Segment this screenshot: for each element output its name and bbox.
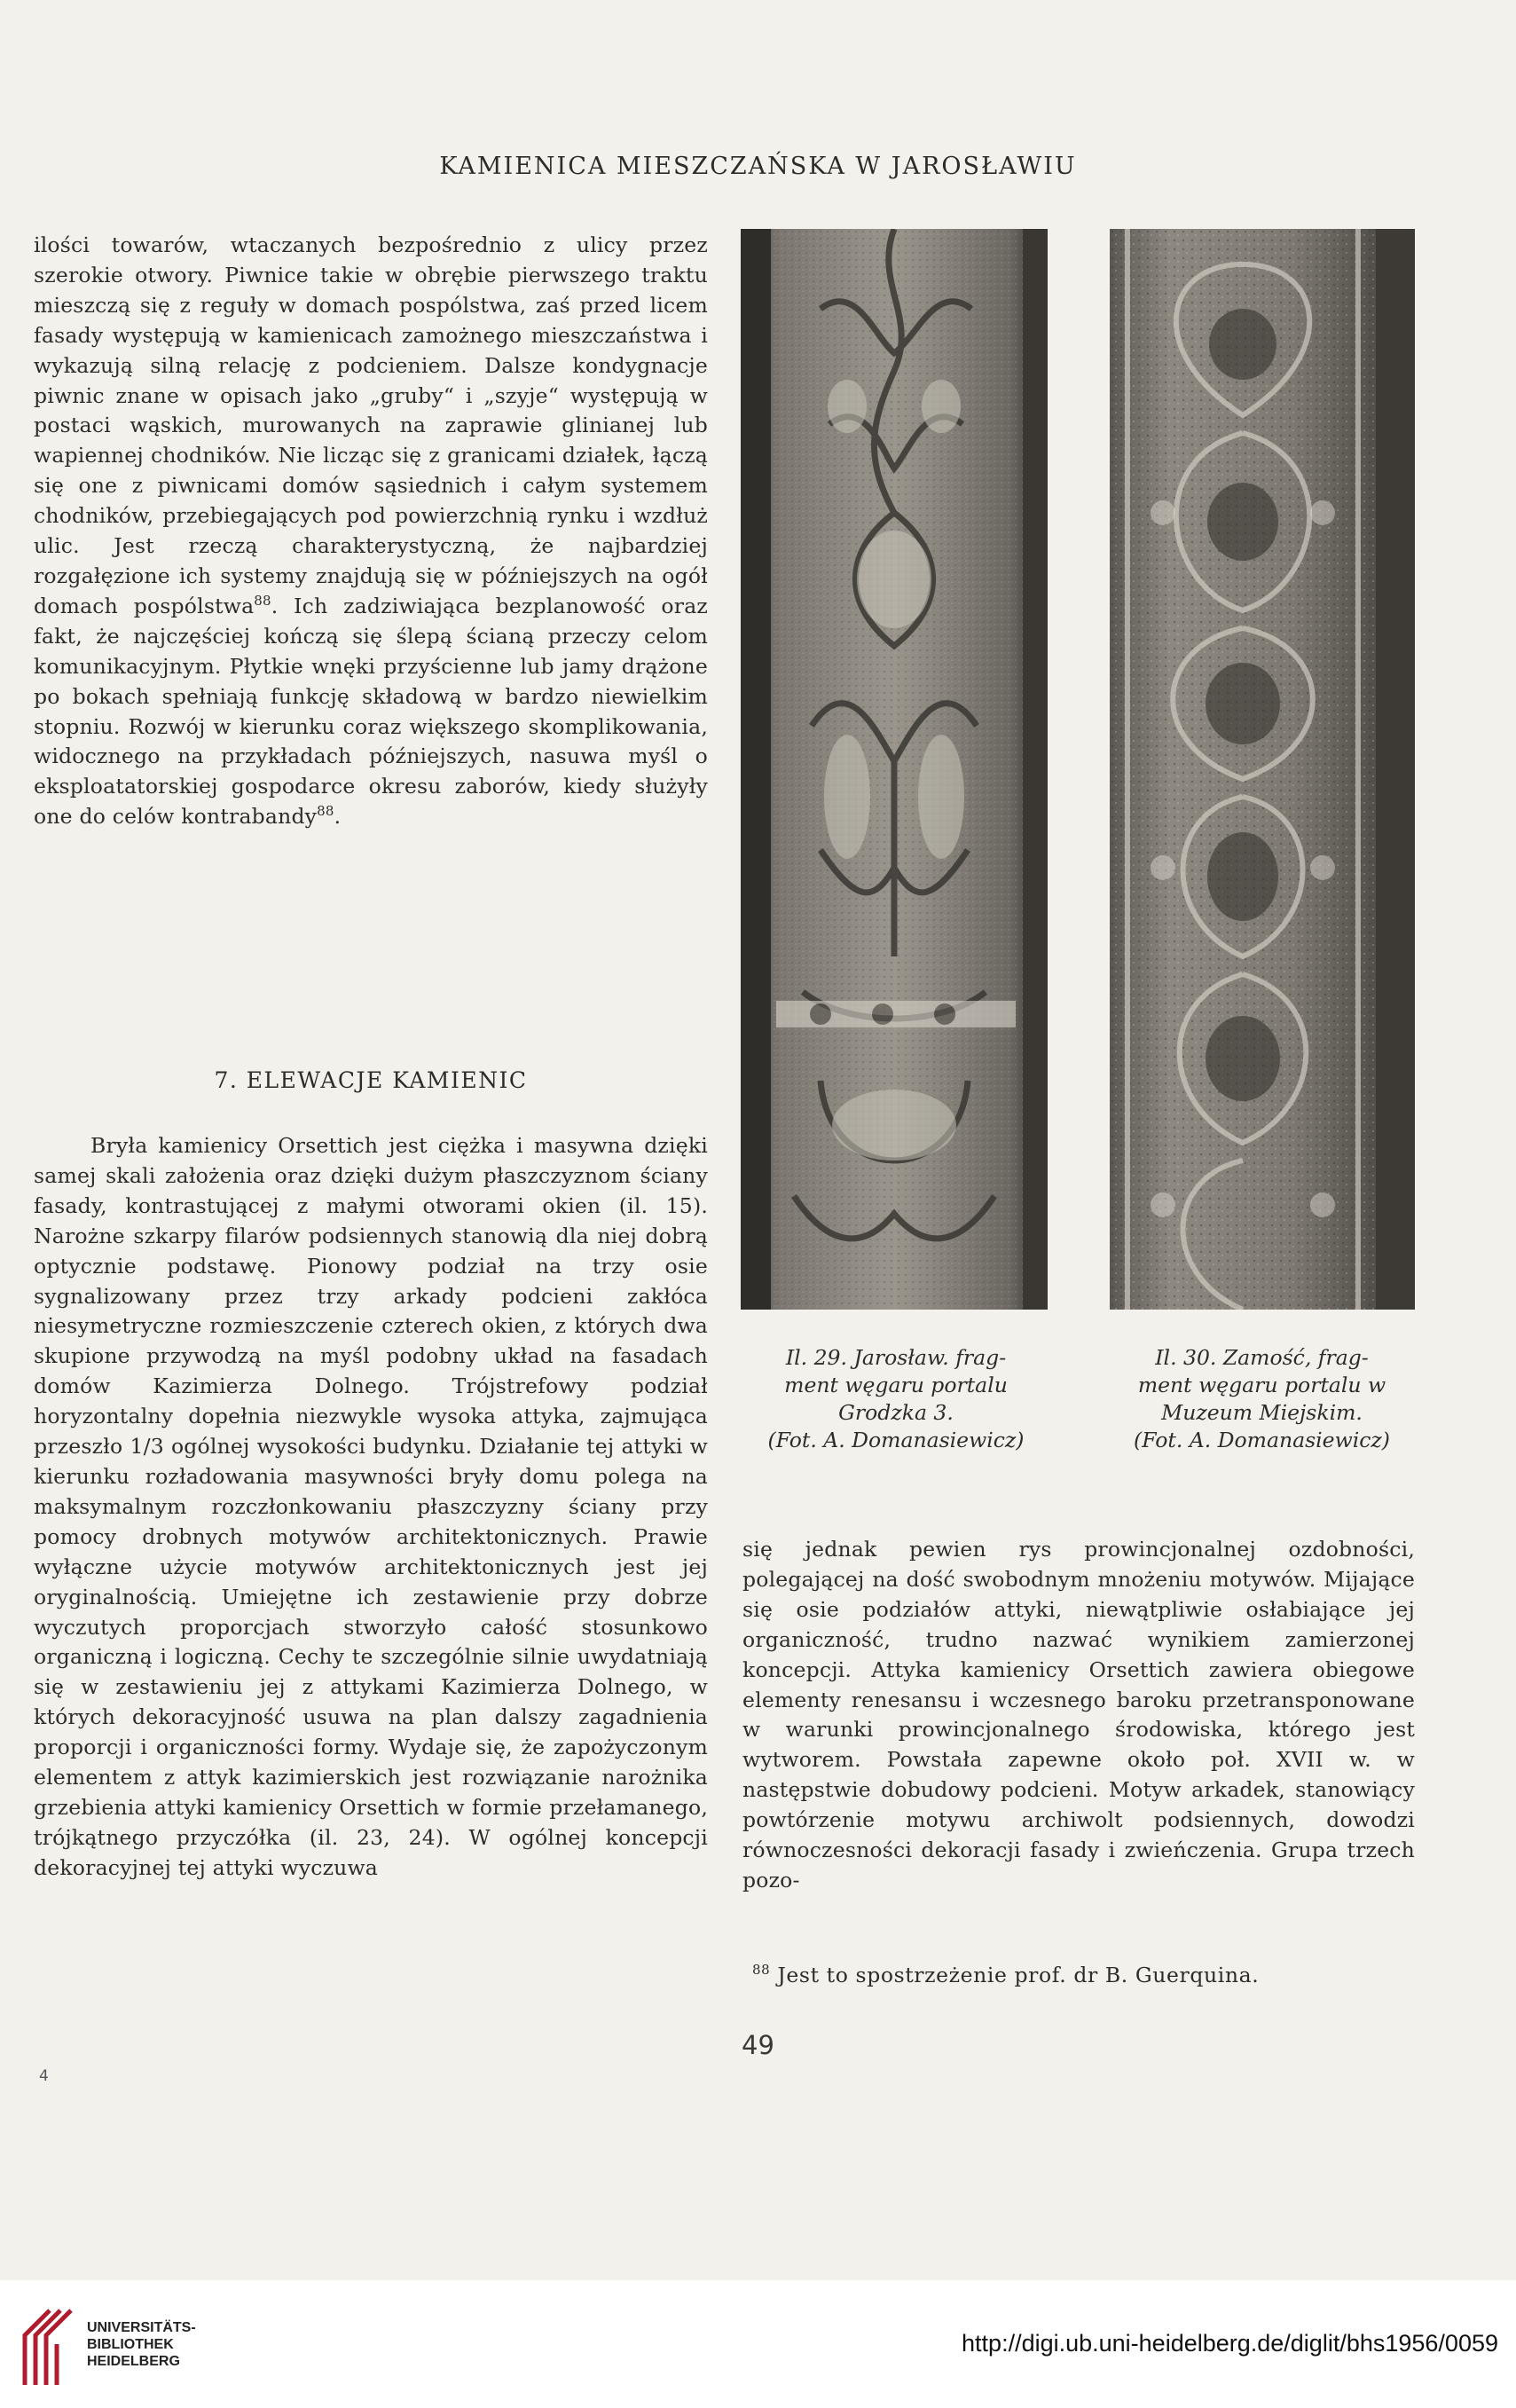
paragraph-text: ilości towarów, wtaczanych bezpośrednio z ulicy przez szerokie otwory. Piwnice takie w obrębie pierwszego traktu mieszczą się z reguły w domach pospólstwa, zaś przed licem fasady występują w kamienicach zamożnego mieszczaństwa i wykazują silną relację z podcieniem. Dalsze kondygnacje piwnic znane w opisach jako „gruby“ i „szyje“ występują w postaci wąskich, murowanych na zaprawie glinianej lub wapiennej chodników. Nie licząc się z granicami działek, łączą się one z piwnicami domów sąsiednich i całym systemem chodników, przebiegających pod powierzchnią rynku i wzdłuż ulic. Jest rzeczą charakterystyczną, że najbardziej rozgałęzione ich systemy znajdują się w późniejszych na ogół domach pospólstwa: [34, 232, 708, 618]
running-header: KAMIENICA MIESZCZAŃSKA W JAROSŁAWIU: [439, 153, 1077, 180]
footnote-text: Jest to spostrzeżenie prof. dr B. Guerquina.: [777, 1963, 1260, 1987]
figure-portal-jaroslaw: [741, 229, 1048, 1310]
library-name-line: BIBLIOTHEK: [87, 2337, 174, 2352]
library-name: [87, 2319, 196, 2370]
page-number: 49: [742, 2030, 774, 2060]
caption-line: ment węgaru portalu w: [1137, 1373, 1386, 1397]
paragraph-text: Bryła kamienicy Orsettich jest ciężka i masywna dzięki samej skali założenia oraz dzięki dużym płaszczyznom ściany fasady, kontrastującej z małymi otworami okien (il. 15). Narożne szkarpy filarów podsiennych stanowią dla niej dobrą optycznie podstawę. Pionowy podział na trzy osie sygnalizowany przez trzy arkady podcieni zakłóca niesymetryczne rozmieszczenie czterech okien, z których dwa skupione przywodzą na myśl podobny układ na fasadach domów Kazimierza Dolnego. Trójstrefowy podział horyzontalny dopełnia niezwykle wysoka attyka, zajmująca przeszło 1/3 ogólnej wysokości budynku. Działanie tej attyki w kierunku rozładowania masywności bryły domu polega na maksymalnym rozczłonkowaniu płaszczyzny ściany przy pomocy drobnych motywów architektonicznych. Prawie wyłączne użycie motywów architektonicznych jest jej oryginalnością. Umiejętne ich zestawienie przy dobrze wyczutych proporcjach stworzyło całość stosunkowo organiczną i logiczną. Cechy te szczególnie silnie uwydatniają się w zestawieniu jej z attykami Kazimierza Dolnego, w których dekoracyjność usuwa na plan dalszy zagadnienia proporcji i organiczności formy. Wydaje się, że zapożyczonym elementem z attyk kazimierskich jest rozwiązanie narożnika grzebienia attyki kamienicy Orsettich w formie przełamanego, trójkątnego przyczółka (il. 23, 24). W ogólnej koncepcji dekoracyjnej tej attyki wyczuwa: [34, 1133, 708, 1880]
caption-line: Il. 30. Zamość, frag-: [1155, 1345, 1369, 1370]
left-column-top: ilości towarów, wtaczanych bezpośrednio z ulicy przez szerokie otwory. Piwnice takie w obrębie pierwszego traktu mieszczą się z reguły w domach pospólstwa, zaś przed licem fasady występują w kamienicach zamożnego mieszczaństwa i wykazują silną relację z podcieniem. Dalsze kondygnacje piwnic znane w opisach jako „gruby“ i „szyje“ występują w postaci wąskich, murowanych na zaprawie glinianej lub wapiennej chodników. Nie licząc się z granicami działek, łączą się one z piwnicami domów sąsiednich i całym systemem chodników, przebiegających pod powierzchnią rynku i wzdłuż ulic. Jest rzeczą charakterystyczną, że najbardziej rozgałęzione ich systemy znajdują się w późniejszych na ogół domach pospólstwa$^{88}$. Ich zadziwiająca bezplanowość oraz fakt, że najczęściej kończą się ślepą ścianą przeczy celom komunikacyjnym. Płytkie wnęki przyścienne lub jamy drążone po bokach spełniają funkcję składową w bardzo niewielkim stopniu. Rozwój w kierunku coraz większego skomplikowania, widocznego na przykładach późniejszych, nasuwa myśl o eksploatatorskiej gospodarce okresu zaborów, kiedy służyły one do celów kontrabandy$^{88}$.: [34, 232, 708, 830]
footnote: [752, 1963, 1426, 1987]
library-logo-icon: [14, 2303, 83, 2392]
caption-line: (Fot. A. Domanasiewicz): [767, 1428, 1025, 1452]
figure-portal-zamosc: [1110, 229, 1415, 1310]
footnote-mark: 88: [752, 1962, 771, 1979]
caption-line: Grodzka 3.: [838, 1400, 954, 1425]
paragraph-text: . Ich zadziwiająca bezplanowość oraz fakt, że najczęściej kończą się ślepą ścianą przeczy celom komunikacyjnym. Płytkie wnęki przyścienne lub jamy drążone po bokach spełniają funkcję składową w bardzo niewielkim stopniu. Rozwój w kierunku coraz większego skomplikowania, widocznego na przykładach późniejszych, nasuwa myśl o eksploatatorskiej gospodarce okresu zaborów, kiedy służyły one do celów kontrabandy: [34, 593, 708, 830]
carved-stone-photo: [1110, 229, 1415, 1310]
right-column-bottom: [742, 1535, 1415, 1896]
caption-line: ment węgaru portalu: [784, 1373, 1008, 1397]
caption-line: Il. 29. Jarosław. frag-: [785, 1345, 1007, 1370]
library-name-line: UNIVERSITÄTS-: [87, 2320, 196, 2335]
figure-29-caption: [745, 1344, 1047, 1454]
signature-mark: 4: [39, 2067, 49, 2085]
section-title: 7. ELEWACJE KAMIENIC: [214, 1067, 528, 1093]
footnote-ref[interactable]: 88: [317, 803, 334, 820]
library-name-line: HEIDELBERG: [87, 2354, 180, 2369]
permalink-url[interactable]: http://digi.ub.uni-heidelberg.de/diglit/bhs1956/0059: [962, 2330, 1498, 2357]
caption-line: (Fot. A. Domanasiewicz): [1134, 1428, 1390, 1452]
left-column-bottom: [34, 1131, 708, 1884]
paragraph-text: się jednak pewien rys prowincjonalnej ozdobności, polegającej na dość swobodnym mnożeniu motywów. Mijające się osie podziałów attyki, niewątpliwie osłabiające jej organiczność, trudno nazwać wynikiem zamierzonej koncepcji. Attyka kamienicy Orsettich zawiera obiegowe elementy renesansu i wczesnego baroku przetransponowane w warunki prowincjonalnego środowiska, którego jest wytworem. Powstała zapewne około poł. XVII w. w następstwie dobudowy podcieni. Motyw arkadek, stanowiący powtórzenie motywu archiwolt podsiennych, dowodzi równoczesności dekoracji fasady i zwieńczenia. Grupa trzech pozo-: [742, 1537, 1415, 1893]
footnote-ref[interactable]: 88: [254, 593, 271, 610]
carved-stone-photo: [741, 229, 1048, 1310]
caption-line: Muzeum Miejskim.: [1161, 1400, 1363, 1425]
figure-30-caption: [1109, 1344, 1415, 1454]
